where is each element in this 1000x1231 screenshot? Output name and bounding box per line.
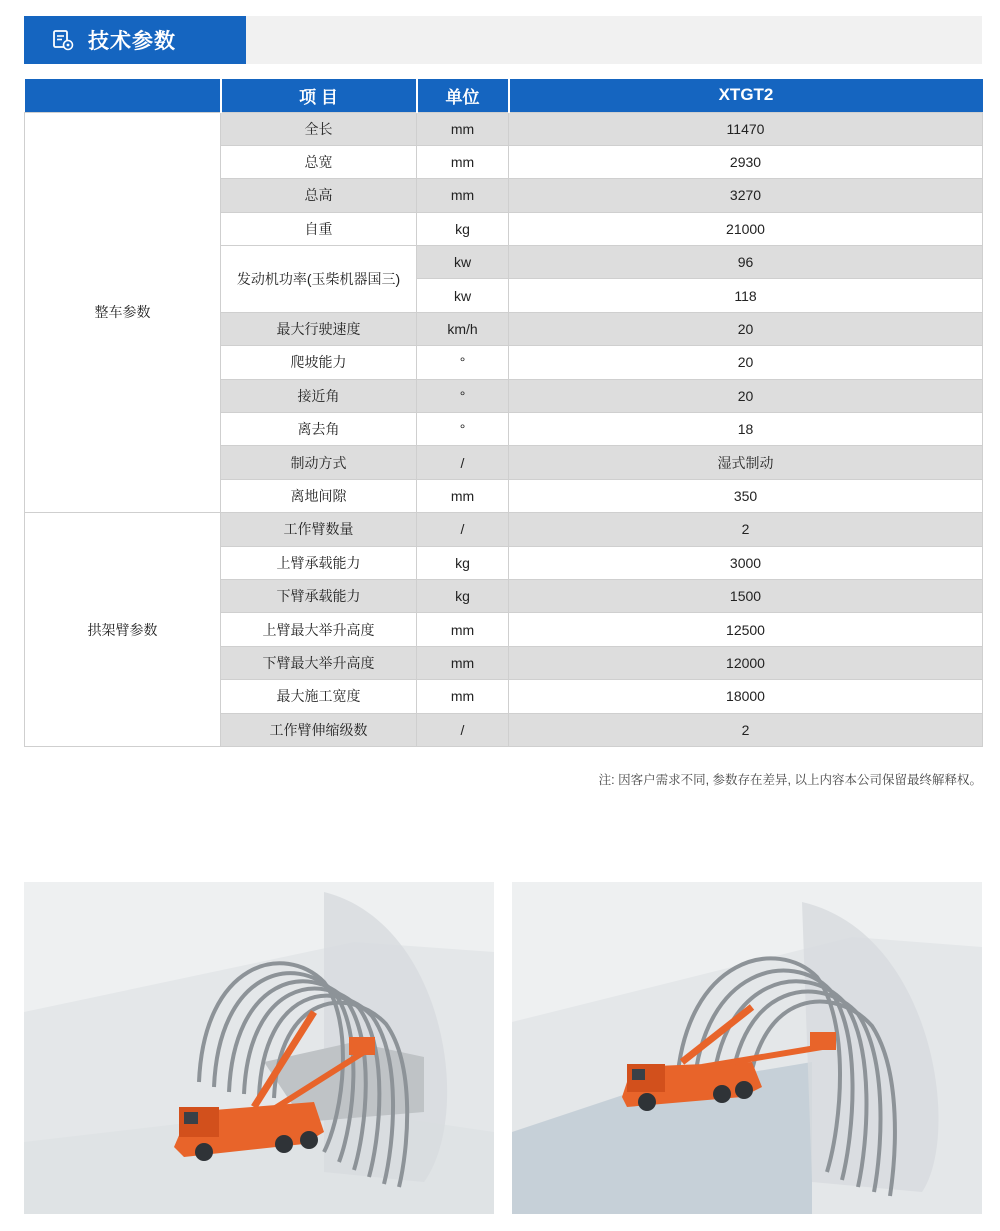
item-cell: 工作臂数量 xyxy=(221,513,417,546)
item-cell: 下臂承载能力 xyxy=(221,579,417,612)
header-group xyxy=(25,79,221,112)
item-cell: 最大行驶速度 xyxy=(221,312,417,345)
unit-cell: mm xyxy=(417,613,509,646)
value-cell: 350 xyxy=(509,479,983,512)
header-unit: 单位 xyxy=(417,79,509,112)
value-cell: 12000 xyxy=(509,646,983,679)
value-cell: 11470 xyxy=(509,112,983,145)
spec-sheet-icon xyxy=(52,29,74,51)
item-cell: 离去角 xyxy=(221,413,417,446)
unit-cell: / xyxy=(417,713,509,746)
unit-cell: mm xyxy=(417,680,509,713)
unit-cell: ° xyxy=(417,379,509,412)
unit-cell: kg xyxy=(417,546,509,579)
value-cell: 18 xyxy=(509,413,983,446)
unit-cell: mm xyxy=(417,145,509,178)
value-cell: 118 xyxy=(509,279,983,312)
item-cell: 总宽 xyxy=(221,145,417,178)
unit-cell: kw xyxy=(417,279,509,312)
item-cell: 上臂最大举升高度 xyxy=(221,613,417,646)
value-cell: 21000 xyxy=(509,212,983,245)
item-cell: 接近角 xyxy=(221,379,417,412)
unit-cell: ° xyxy=(417,413,509,446)
unit-cell: mm xyxy=(417,479,509,512)
group-label: 整车参数 xyxy=(25,112,221,513)
value-cell: 3000 xyxy=(509,546,983,579)
tunnel-scene-right xyxy=(512,882,982,1214)
unit-cell: ° xyxy=(417,346,509,379)
value-cell: 12500 xyxy=(509,613,983,646)
spec-table xyxy=(24,79,983,747)
unit-cell: / xyxy=(417,513,509,546)
unit-cell: km/h xyxy=(417,312,509,345)
section-title: 技术参数 xyxy=(88,30,176,53)
value-cell: 20 xyxy=(509,346,983,379)
table-row xyxy=(25,513,983,546)
tunnel-scene-left xyxy=(24,882,494,1214)
table-header-row xyxy=(25,79,983,112)
value-cell: 2 xyxy=(509,713,983,746)
value-cell: 3270 xyxy=(509,179,983,212)
item-cell: 总高 xyxy=(221,179,417,212)
item-cell: 发动机功率(玉柴机器国三) xyxy=(221,246,417,313)
value-cell: 湿式制动 xyxy=(509,446,983,479)
item-cell: 全长 xyxy=(221,112,417,145)
unit-cell: / xyxy=(417,446,509,479)
header-item: 项 目 xyxy=(221,79,417,112)
value-cell: 2930 xyxy=(509,145,983,178)
group-label: 拱架臂参数 xyxy=(25,513,221,747)
machine-illustration-right xyxy=(512,882,982,1214)
unit-cell: kg xyxy=(417,212,509,245)
value-cell: 2 xyxy=(509,513,983,546)
disclaimer-note: 注: 因客户需求不同, 参数存在差异, 以上内容本公司保留最终解释权。 xyxy=(598,773,982,787)
item-cell: 制动方式 xyxy=(221,446,417,479)
section-header-tab xyxy=(24,16,246,64)
item-cell: 最大施工宽度 xyxy=(221,680,417,713)
value-cell: 1500 xyxy=(509,579,983,612)
unit-cell: kw xyxy=(417,246,509,279)
item-cell: 离地间隙 xyxy=(221,479,417,512)
value-cell: 20 xyxy=(509,312,983,345)
item-cell: 工作臂伸缩级数 xyxy=(221,713,417,746)
header-model: XTGT2 xyxy=(509,79,983,112)
item-cell: 自重 xyxy=(221,212,417,245)
value-cell: 96 xyxy=(509,246,983,279)
value-cell: 20 xyxy=(509,379,983,412)
item-cell: 下臂最大举升高度 xyxy=(221,646,417,679)
unit-cell: mm xyxy=(417,112,509,145)
table-row xyxy=(25,112,983,145)
value-cell: 18000 xyxy=(509,680,983,713)
unit-cell: mm xyxy=(417,646,509,679)
machine-illustration-left xyxy=(24,882,494,1214)
unit-cell: kg xyxy=(417,579,509,612)
item-cell: 爬坡能力 xyxy=(221,346,417,379)
unit-cell: mm xyxy=(417,179,509,212)
item-cell: 上臂承载能力 xyxy=(221,546,417,579)
